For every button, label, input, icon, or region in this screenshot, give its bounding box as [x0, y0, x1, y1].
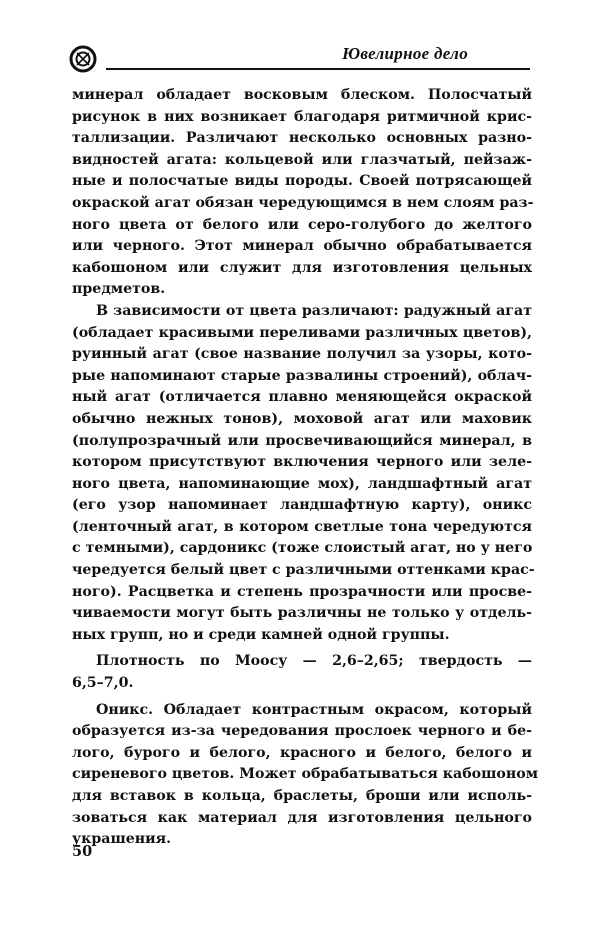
- text-line: ные и полосчатые виды породы. Своей потрясающей: [72, 173, 532, 190]
- running-header-title: Ювелирное дело: [342, 44, 468, 63]
- text-line: ного цвета от белого или серо-голубого до желтого: [72, 216, 532, 233]
- text-line: чиваемости могут быть различны не только у отдель-: [72, 605, 532, 622]
- paragraph-onyx: [72, 700, 539, 851]
- text-line: для вставок в кольца, браслеты, броши или исполь-: [72, 788, 532, 804]
- text-line: Плотность по Моосу — 2,6–2,65; твердость —: [96, 653, 532, 670]
- paragraph-agate-varieties: [72, 301, 535, 647]
- text-line: с темными), сардоникс (тоже слоистый агат, но у него: [72, 540, 533, 557]
- text-line: (полупрозрачный или просвечивающийся минерал, в: [72, 432, 532, 449]
- text-line: образуется из-за чередования прослоек черного и бе-: [72, 723, 532, 740]
- text-line: ных групп, но и среди камней одной группы.: [72, 626, 450, 643]
- text-line: чередуется белый цвет с различными оттенками крас-: [72, 562, 535, 579]
- text-line: (его узор напоминает ландшафтную карту), оникс: [72, 497, 532, 514]
- text-line: ный агат (отличается плавно меняющейся окраской: [72, 389, 532, 406]
- text-line: руинный агат (свое название получил за узоры, кото-: [72, 346, 532, 363]
- text-line: ного цвета, напоминающие мох), ландшафтный агат: [72, 475, 532, 492]
- text-line: ного). Расцветка и степень прозрачности или просве-: [72, 583, 532, 600]
- paragraph-agate-description: [72, 85, 532, 301]
- text-line: котором присутствуют включения черного или зеле-: [72, 454, 532, 471]
- text-line: рые напоминают старые развалины строений), облач-: [72, 367, 532, 384]
- text-line: зоваться как материал для изготовления цельного: [72, 809, 532, 826]
- text-line: окраской агат обязан чередующимся в нем слоям раз-: [72, 194, 534, 211]
- text-line: сиреневого цветов. Может обрабатываться кабошоном: [72, 766, 539, 783]
- text-line: 6,5–7,0.: [72, 675, 134, 692]
- text-line: или черного. Этот минерал обычно обрабатывается: [72, 238, 532, 255]
- text-line: таллизации. Различают несколько основных разно-: [72, 130, 532, 147]
- paragraph-hardness: [72, 651, 532, 694]
- header-rule: [106, 68, 530, 70]
- text-line: украшения.: [72, 831, 172, 848]
- text-line: Оникс. Обладает контрастным окрасом, который: [96, 701, 532, 718]
- running-header: [68, 42, 530, 76]
- text-line: предметов.: [72, 281, 166, 298]
- page-number: 50: [72, 843, 93, 860]
- text-line: лого, бурого и белого, красного и белого, белого и: [72, 744, 532, 761]
- text-line: минерал обладает восковым блеском. Полосчатый: [72, 87, 532, 103]
- text-line: (ленточный агат, в котором светлые тона чередуются: [72, 518, 532, 535]
- ring-gem-icon: [68, 44, 98, 74]
- text-line: кабошоном или служит для изготовления цельных: [72, 259, 532, 276]
- text-line: видностей агата: кольцевой или глазчатый, пейзаж-: [72, 151, 532, 168]
- text-line: рисунок в них возникает благодаря ритмичной крис-: [72, 108, 532, 125]
- body-text: [72, 85, 539, 851]
- text-line: (обладает красивыми переливами различных цветов),: [72, 324, 532, 341]
- text-line: обычно нежных тонов), моховой агат или маховик: [72, 410, 532, 427]
- text-line: В зависимости от цвета различают: радужный агат: [96, 302, 532, 319]
